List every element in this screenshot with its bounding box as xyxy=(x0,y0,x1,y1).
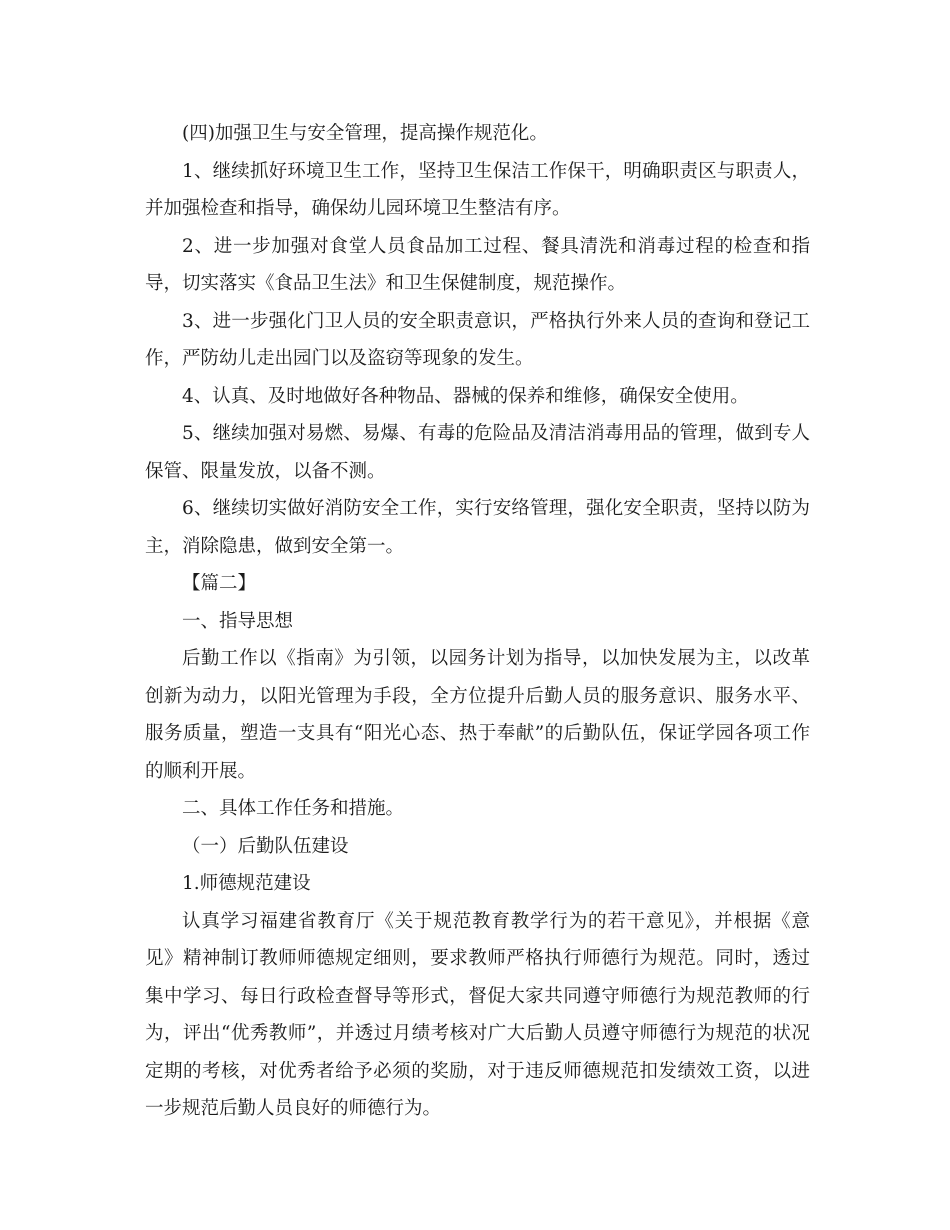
paragraph-item-5: 5、继续加强对易燃、易爆、有毒的危险品及清洁消毒用品的管理，做到专人保管、限量发放，以备不测。 xyxy=(145,423,810,482)
subsection-heading-ethics: 1.师德规范建设 xyxy=(182,873,311,894)
subsection-heading-team-building: （一）后勤队伍建设 xyxy=(182,835,349,857)
paragraph-item-4: 4、认真、及时地做好各种物品、器械的保养和维修，确保安全使用。 xyxy=(182,385,749,407)
chapter-heading-part-two: 【篇二】 xyxy=(182,573,257,594)
paragraph-item-2: 2、进一步加强对食堂人员食品加工过程、餐具清洗和消毒过程的检查和指导，切实落实《食品卫生法》和卫生保健制度，规范操作。 xyxy=(145,235,810,294)
paragraph-item-1: 1、继续抓好环境卫生工作，坚持卫生保洁工作保干，明确职责区与职责人，并加强检查和指导，确保幼儿园环境卫生整洁有序。 xyxy=(145,160,810,219)
paragraph-ethics: 认真学习福建省教育厅《关于规范教育教学行为的若干意见》，并根据《意见》精神制订教师师德规定细则，要求教师严格执行师德行为规范。同时，透过集中学习、每日行政检查督导等形式，督促大家共同遵守师德行为规范教师的行为，评出“优秀教师”，并透过月绩考核对广大后勤人员遵守师德行为规范的状况定期的考核，对优秀者给予必须的奖励，对于违反师德规范扣发绩效工资，以进一步规范后勤人员良好的师德行为。 xyxy=(145,910,810,1119)
paragraph-guiding-ideology: 后勤工作以《指南》为引领，以园务计划为指导，以加快发展为主，以改革创新为动力，以阳光管理为手段，全方位提升后勤人员的服务意识、服务水平、服务质量，塑造一支具有“阳光心态、热于奉献”的后勤队伍，保证学园各项工作的顺利开展。 xyxy=(145,648,810,782)
document-body xyxy=(145,115,810,1128)
paragraph-item-6: 6、继续切实做好消防安全工作，实行安络管理，强化安全职责，坚持以防为主，消除隐患，做到安全第一。 xyxy=(145,498,810,557)
paragraph-item-3: 3、进一步强化门卫人员的安全职责意识，严格执行外来人员的查询和登记工作，严防幼儿走出园门以及盗窃等现象的发生。 xyxy=(145,310,810,369)
section-heading-guiding-ideology: 一、指导思想 xyxy=(182,610,294,632)
section-heading-tasks-measures: 二、具体工作任务和措施。 xyxy=(182,798,405,819)
section-heading-hygiene-safety: (四)加强卫生与安全管理，提高操作规范化。 xyxy=(182,123,548,144)
